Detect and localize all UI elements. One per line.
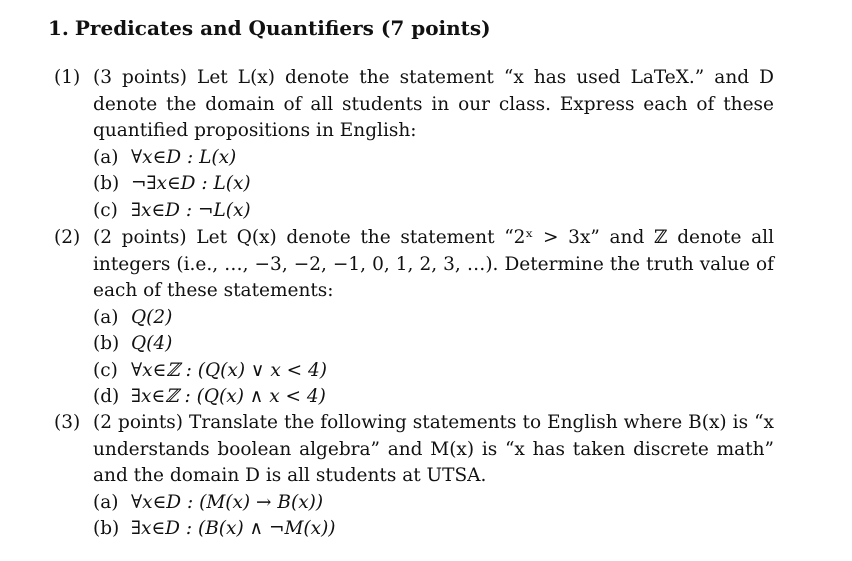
sub-item-formula: Q(4) bbox=[131, 333, 173, 354]
sub-item-formula: Q(2) bbox=[131, 306, 173, 328]
statement-line: integers (i.e., …, −3, −2, −1, 0, 1, 2, 3, …). Determine the truth value of bbox=[93, 253, 774, 275]
sub-item-formula: ∃x∈ℤ : (Q(x) ∧ x < 4) bbox=[131, 386, 326, 407]
sub-item-formula: ∃x∈D : (B(x) ∧ ¬M(x)) bbox=[131, 518, 336, 539]
statement-line: quantified propositions in English: bbox=[93, 120, 417, 141]
sub-item-a bbox=[93, 145, 774, 172]
statement-line: (2 points) Translate the following statements to English where B(x) is “x bbox=[93, 412, 774, 433]
statement-line: each of these statements: bbox=[93, 280, 334, 301]
sub-item-formula: ¬∃x∈D : L(x) bbox=[131, 173, 251, 194]
problem-number: (2) bbox=[54, 227, 81, 248]
sub-item-label: (b) bbox=[93, 333, 120, 354]
problem-statement bbox=[93, 410, 774, 490]
sub-item-b bbox=[93, 171, 774, 198]
section-title: Predicates and Quantifiers (7 points) bbox=[74, 16, 491, 40]
section-heading bbox=[48, 16, 491, 40]
sub-item-label: (d) bbox=[93, 386, 120, 407]
sub-item-d bbox=[93, 384, 774, 411]
statement-line: and the domain D is all students at UTSA. bbox=[93, 465, 487, 486]
sub-item-b bbox=[93, 516, 774, 543]
sub-item-formula: ∃x∈D : ¬L(x) bbox=[131, 199, 251, 221]
sub-item-a bbox=[93, 305, 774, 332]
section-number: 1. bbox=[48, 16, 69, 40]
problem-statement bbox=[93, 65, 774, 145]
sub-item-b bbox=[93, 331, 774, 358]
sub-item-formula: ∀x∈ℤ : (Q(x) ∨ x < 4) bbox=[131, 359, 328, 381]
problem-1 bbox=[54, 65, 774, 224]
sub-item-label: (b) bbox=[93, 518, 120, 539]
sub-item-label: (c) bbox=[93, 359, 118, 381]
sub-item-formula: ∀x∈D : L(x) bbox=[131, 146, 237, 168]
problem-statement bbox=[93, 225, 774, 305]
statement-line: (3 points) Let L(x) denote the statement “x has used LaTeX.” and D bbox=[93, 67, 774, 88]
sub-item-formula: ∀x∈D : (M(x) → B(x)) bbox=[131, 491, 324, 513]
statement-line: denote the domain of all students in our class. Express each of these bbox=[93, 93, 774, 115]
sub-item-label: (a) bbox=[93, 306, 119, 328]
sub-item-label: (a) bbox=[93, 146, 119, 168]
sub-item-a bbox=[93, 490, 774, 517]
sub-item-label: (c) bbox=[93, 199, 118, 221]
sub-item-c bbox=[93, 198, 774, 225]
sub-item-label: (a) bbox=[93, 491, 119, 513]
sub-item-label: (b) bbox=[93, 173, 120, 194]
sub-item-c bbox=[93, 358, 774, 385]
problem-2 bbox=[54, 225, 774, 411]
problem-number: (1) bbox=[54, 67, 81, 88]
statement-line: understands boolean algebra” and M(x) is “x has taken discrete math” bbox=[93, 438, 774, 460]
problem-number: (3) bbox=[54, 412, 81, 433]
problem-3 bbox=[54, 410, 774, 543]
statement-line: (2 points) Let Q(x) denote the statement “2ˣ > 3x” and ℤ denote all bbox=[93, 227, 774, 248]
